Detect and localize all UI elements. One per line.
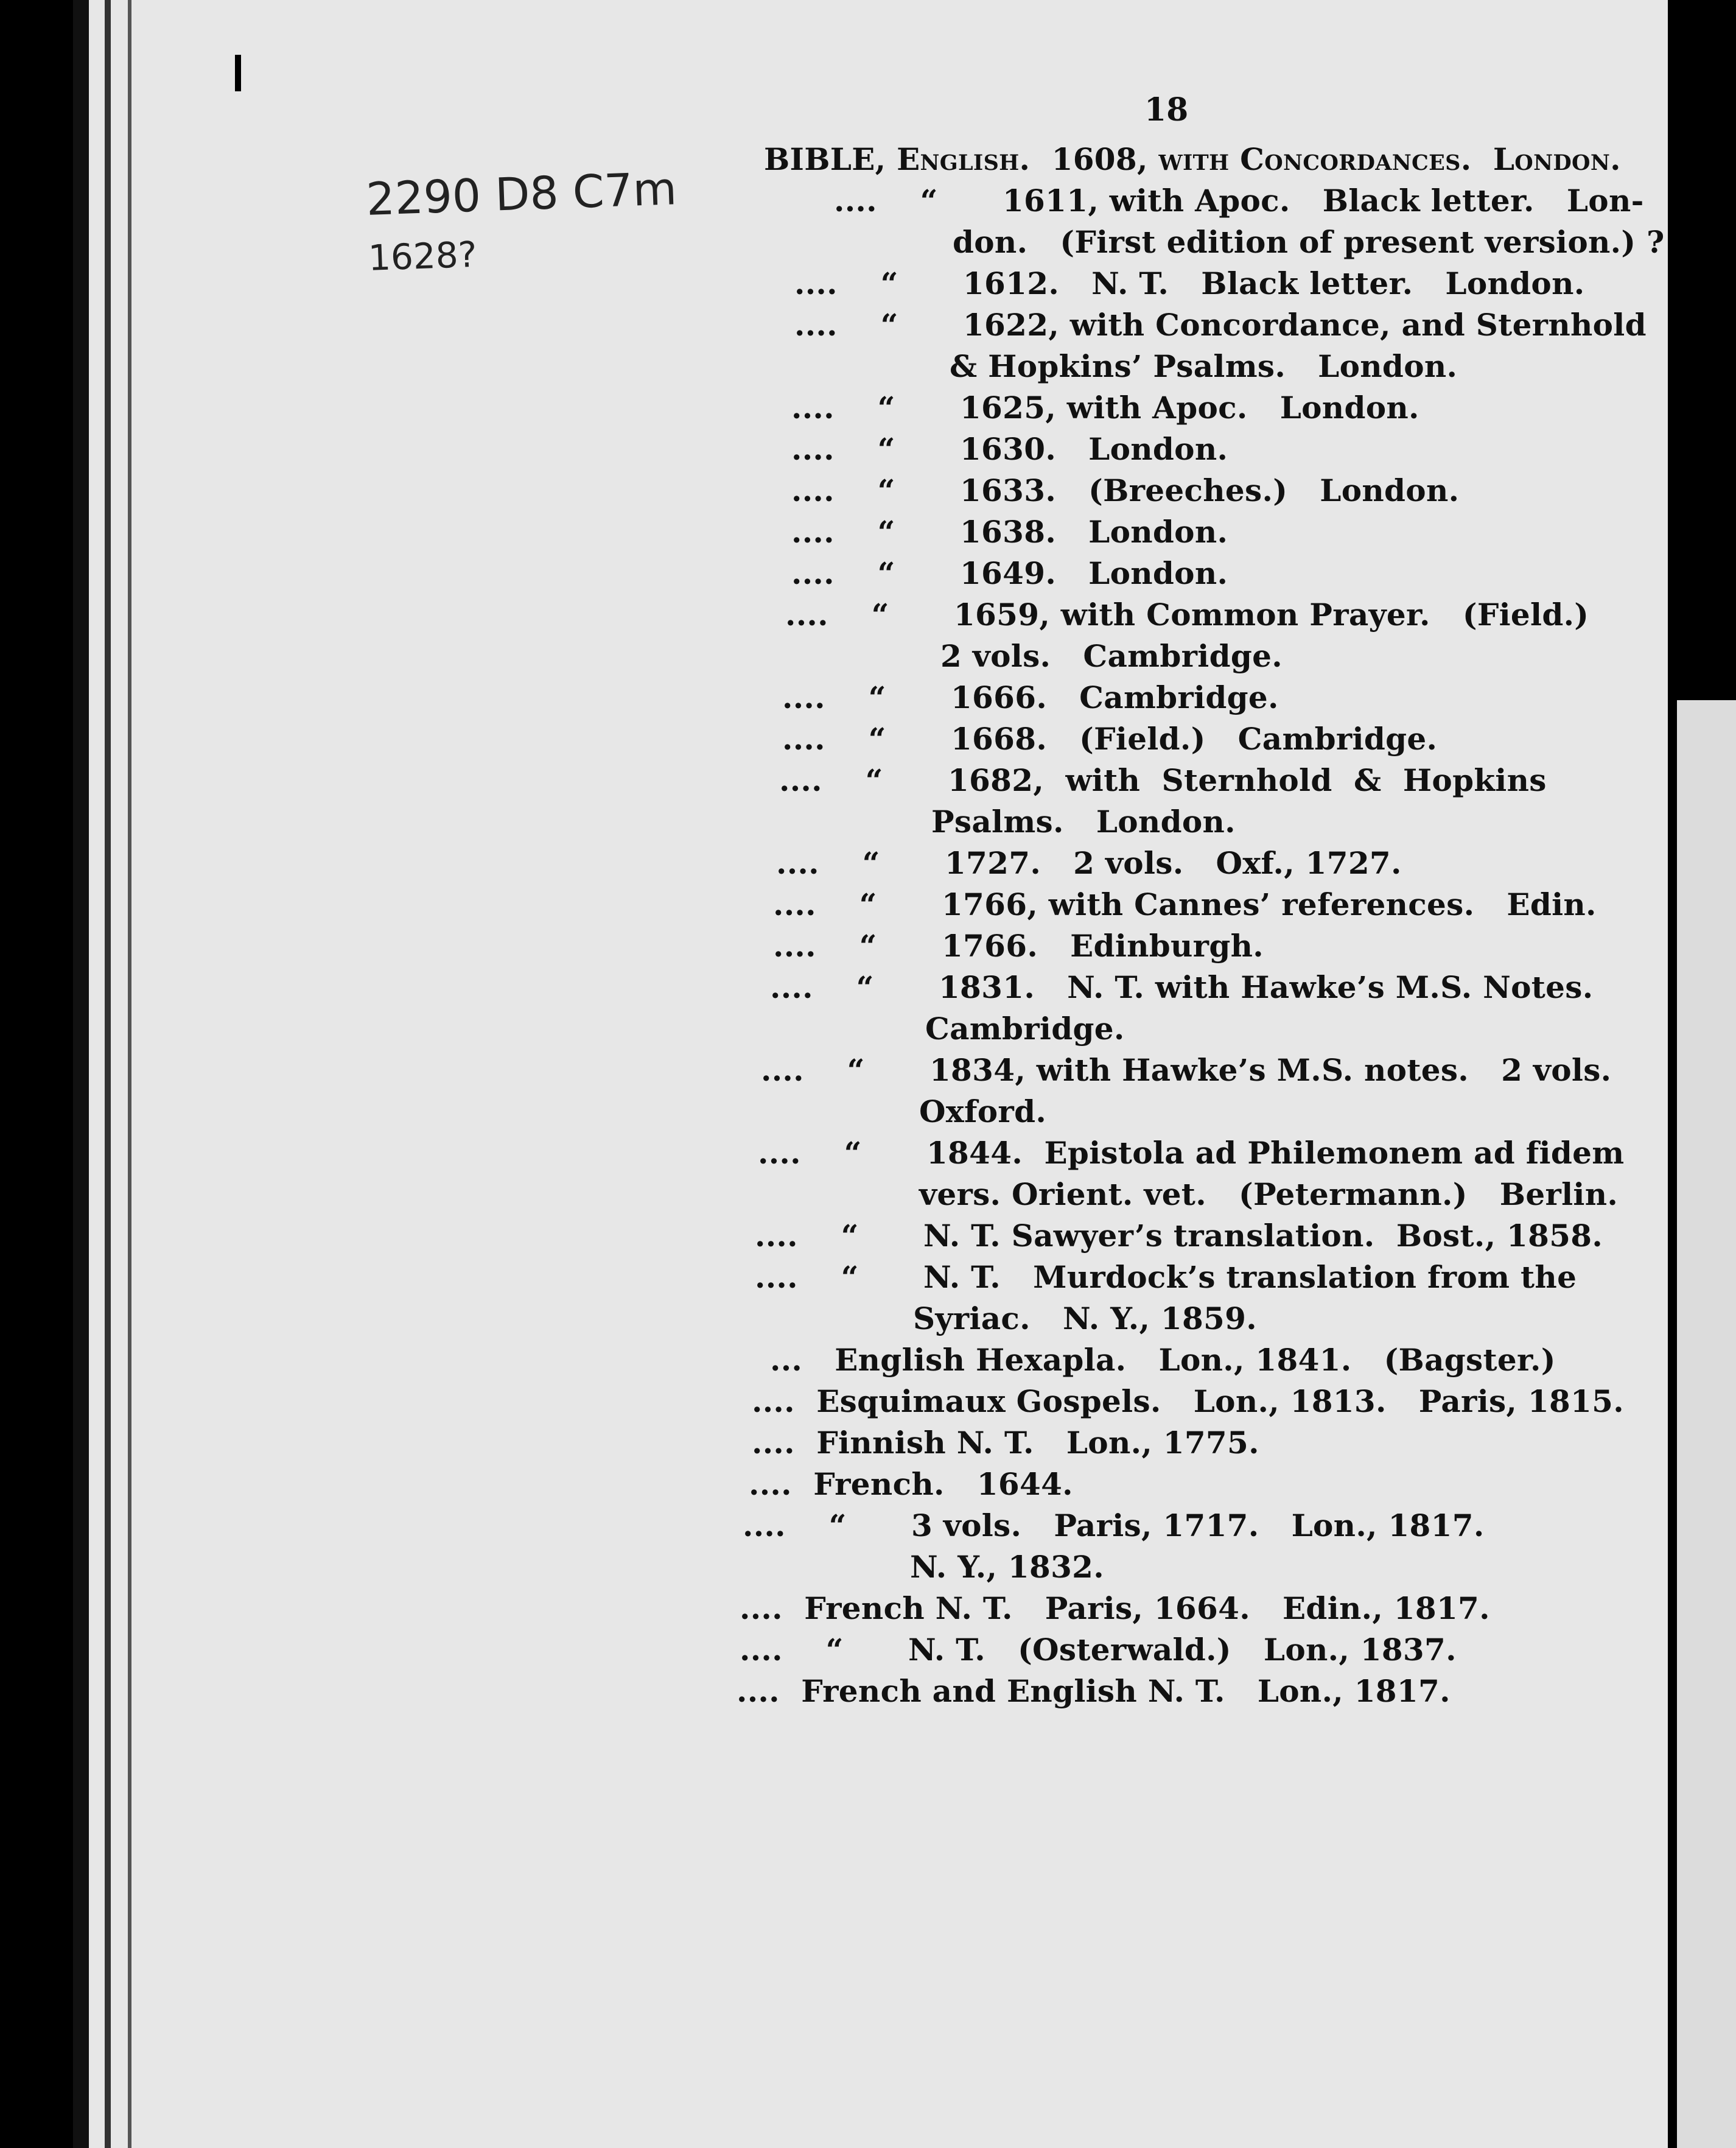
entry-line: .... “ 1612. N. T. Black letter. London. bbox=[794, 265, 1585, 301]
entry-line: .... “ 1649. London. bbox=[791, 555, 1228, 591]
entry-line: ... English Hexapla. Lon., 1841. (Bagster.) bbox=[770, 1342, 1556, 1378]
entry-line: .... French and English N. T. Lon., 1817. bbox=[737, 1673, 1451, 1709]
entry-line: .... “ 1766. Edinburgh. bbox=[773, 928, 1264, 964]
handwritten-note bbox=[365, 160, 680, 287]
entry-line: .... “ 1766, with Cannes’ references. Edin. bbox=[773, 886, 1597, 922]
entry-line: & Hopkins’ Psalms. London. bbox=[950, 348, 1458, 384]
entry-line: vers. Orient. vet. (Petermann.) Berlin. bbox=[919, 1176, 1619, 1212]
entry-line: N. Y., 1832. bbox=[910, 1549, 1104, 1585]
binding-line bbox=[128, 0, 131, 2148]
entry-line: .... “ N. T. Sawyer’s translation. Bost., 1858. bbox=[755, 1218, 1603, 1254]
entry-line: .... Finnish N. T. Lon., 1775. bbox=[752, 1425, 1259, 1461]
entry-line: .... “ N. T. (Osterwald.) Lon., 1837. bbox=[740, 1632, 1457, 1668]
entry-line: .... “ 1633. (Breeches.) London. bbox=[791, 472, 1460, 508]
entry-line: .... “ N. T. Murdock’s translation from the bbox=[755, 1259, 1577, 1295]
entry-line: .... French N. T. Paris, 1664. Edin., 1817. bbox=[740, 1590, 1490, 1626]
entry-line: .... “ 1625, with Apoc. London. bbox=[791, 390, 1419, 426]
entry-line: .... “ 1682, with Sternhold & Hopkins bbox=[779, 762, 1547, 798]
entry-line: .... “ 1831. N. T. with Hawke’s M.S. Notes. bbox=[770, 969, 1594, 1005]
entry-line: .... Esquimaux Gospels. Lon., 1813. Paris, 1815. bbox=[752, 1383, 1624, 1419]
entry-line: don. (First edition of present version.) ? bbox=[953, 224, 1665, 260]
entry-line: Cambridge. bbox=[925, 1011, 1125, 1047]
entry-line: Oxford. bbox=[919, 1093, 1047, 1129]
entry-line: .... “ 1638. London. bbox=[791, 514, 1228, 550]
entry-line: .... “ 1622, with Concordance, and Sternhold bbox=[794, 307, 1647, 343]
entry-line: .... “ 1668. (Field.) Cambridge. bbox=[782, 721, 1438, 757]
entry-line: .... “ 1834, with Hawke’s M.S. notes. 2 vols. bbox=[761, 1052, 1612, 1088]
entry-line: BIBLE, English. 1608, with Concordances. London. bbox=[764, 141, 1621, 177]
binding-shadow bbox=[73, 0, 89, 2148]
binding-line bbox=[105, 0, 111, 2148]
entry-line: .... “ 1727. 2 vols. Oxf., 1727. bbox=[776, 845, 1402, 881]
margin-mark bbox=[235, 55, 241, 91]
entry-line: .... “ 3 vols. Paris, 1717. Lon., 1817. bbox=[743, 1507, 1485, 1543]
entry-line: .... “ 1666. Cambridge. bbox=[782, 679, 1279, 715]
entry-line: .... “ 1611, with Apoc. Black letter. Lon- bbox=[834, 183, 1644, 219]
handwritten-note-line: 2290 D8 C7m bbox=[365, 163, 678, 226]
entry-line: .... “ 1844. Epistola ad Philemonem ad fidem bbox=[758, 1135, 1625, 1171]
handwritten-note-line: 1628? bbox=[367, 233, 478, 279]
entry-line: .... French. 1644. bbox=[749, 1466, 1073, 1502]
page-number: 18 bbox=[1144, 91, 1189, 128]
entry-line: 2 vols. Cambridge. bbox=[940, 638, 1283, 674]
entry-line: Psalms. London. bbox=[931, 804, 1236, 840]
entry-line: .... “ 1630. London. bbox=[791, 431, 1228, 467]
entry-line: .... “ 1659, with Common Prayer. (Field.) bbox=[785, 597, 1589, 633]
entry-line: Syriac. N. Y., 1859. bbox=[913, 1300, 1257, 1336]
next-page-edge bbox=[1677, 700, 1736, 2148]
